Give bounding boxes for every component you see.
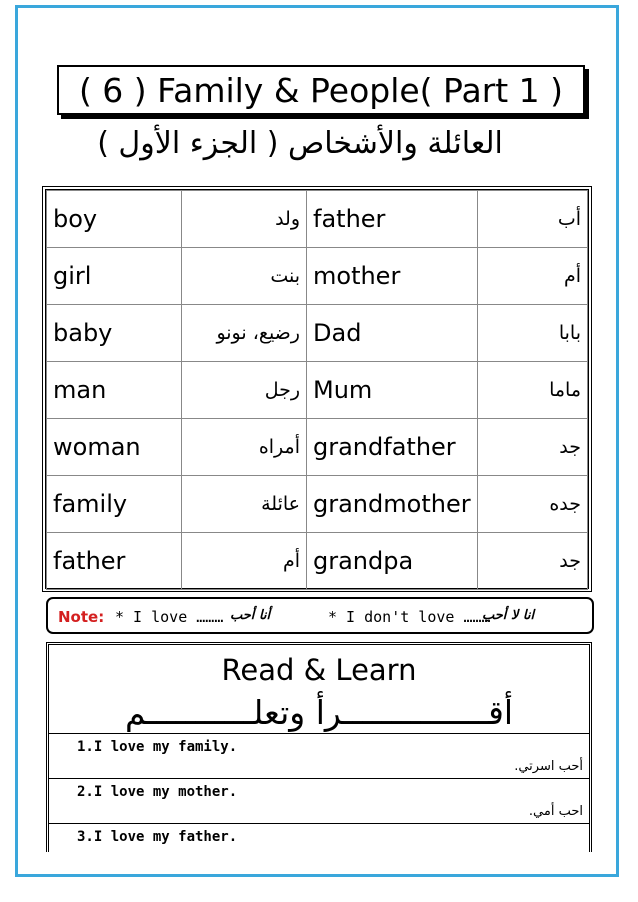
vocab-arabic-word: عائلة [182, 476, 307, 533]
vocab-arabic-word: جده [477, 476, 587, 533]
vocab-arabic-word: رجل [182, 362, 307, 419]
sentence-arabic: احب أمي. [528, 804, 583, 819]
vocab-arabic-word: أب [477, 191, 587, 248]
vocab-english-word: Mum [307, 362, 478, 419]
vocabulary-table [42, 186, 592, 592]
vocab-arabic-word: بنت [182, 248, 307, 305]
vocab-english-word: grandmother [307, 476, 478, 533]
vocab-arabic-word: رضيع، نونو [182, 305, 307, 362]
vocab-arabic-word: ماما [477, 362, 587, 419]
read-learn-heading: Read & Learn [221, 653, 417, 687]
vocab-english-word: man [47, 362, 182, 419]
note-box [46, 597, 594, 634]
vocab-arabic-word: بابا [477, 305, 587, 362]
vocab-arabic-word: أمراه [182, 419, 307, 476]
vocab-english-word: baby [47, 305, 182, 362]
vocab-english-word: grandpa [307, 533, 478, 590]
sentence-english: 2.I love my mother. [77, 784, 238, 800]
vocab-row [47, 305, 588, 362]
page-subtitle-arabic: العائلة والأشخاص ( الجزء الأول ) [97, 126, 503, 161]
sentence-english: 1.I love my family. [77, 739, 238, 755]
vocab-english-word: family [47, 476, 182, 533]
vocab-arabic-word: جد [477, 533, 587, 590]
vocab-row [47, 533, 588, 590]
note-love-arabic: أنا أحب [230, 608, 271, 623]
note-dont-love-text: * I don't love ……… [328, 608, 491, 626]
note-label: Note: [58, 608, 105, 626]
vocab-english-word: woman [47, 419, 182, 476]
vocab-row [47, 191, 588, 248]
vocab-english-word: Dad [307, 305, 478, 362]
vocab-english-word: father [47, 533, 182, 590]
vocab-arabic-word: ولد [182, 191, 307, 248]
vocab-arabic-word: أم [477, 248, 587, 305]
vocab-english-word: father [307, 191, 478, 248]
sentence-english: 3.I love my father. [77, 829, 238, 845]
page-title-text: ( 6 ) Family & People( Part 1 ) [78, 70, 564, 110]
read-and-learn-box [46, 642, 592, 852]
sentence-item [49, 733, 589, 778]
page-title [57, 65, 585, 115]
sentence-item [49, 823, 589, 852]
vocab-english-word: mother [307, 248, 478, 305]
vocab-english-word: boy [47, 191, 182, 248]
vocab-arabic-word: جد [477, 419, 587, 476]
note-dont-love-arabic: انا لا أحب [482, 608, 535, 623]
sentence-arabic: أحب اسرتي. [514, 759, 583, 774]
vocab-row [47, 476, 588, 533]
vocab-english-word: grandfather [307, 419, 478, 476]
vocab-english-word: girl [47, 248, 182, 305]
vocab-arabic-word: أم [182, 533, 307, 590]
vocab-row [47, 419, 588, 476]
sentence-list [49, 733, 589, 852]
read-learn-heading-arabic: أقـــــــــــــــرأ وتعلـــــــــــم [124, 693, 514, 732]
note-love-text: * I love ……… [115, 608, 224, 626]
sentence-item [49, 778, 589, 823]
vocab-row [47, 362, 588, 419]
vocab-row [47, 248, 588, 305]
